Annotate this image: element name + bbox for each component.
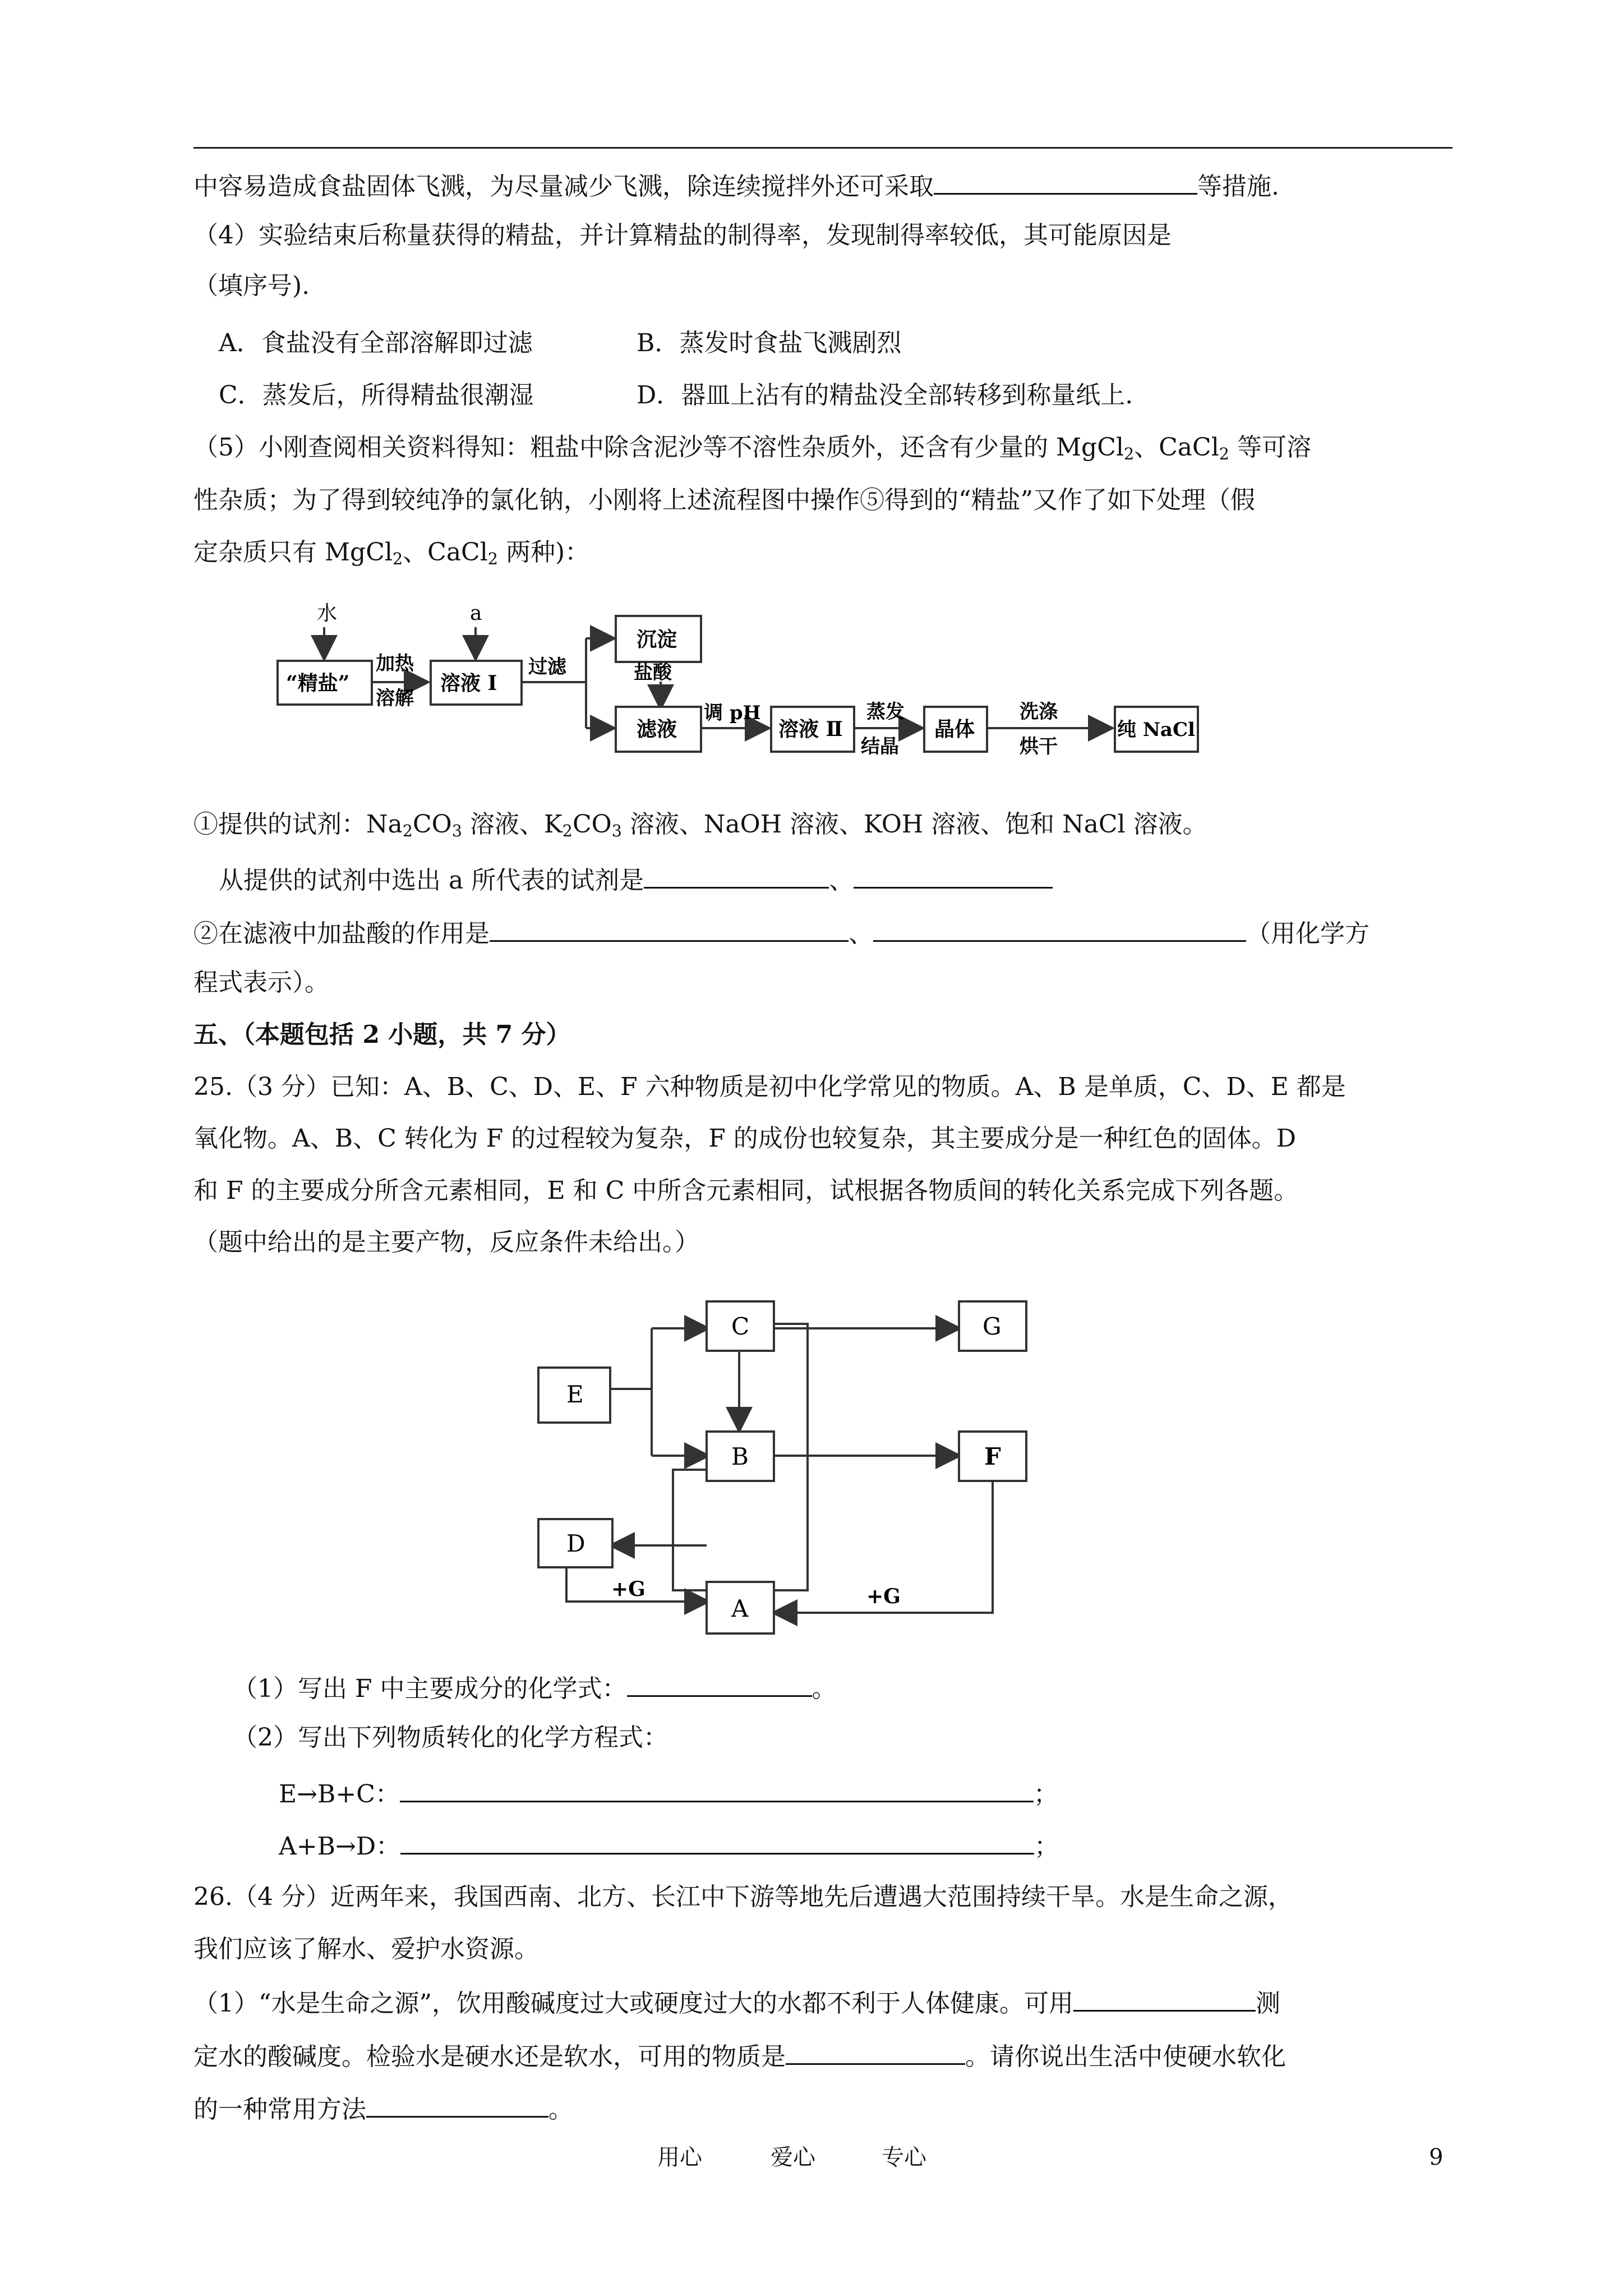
answer-blank[interactable] [854,861,1053,889]
pure-nacl-label: 纯 NaCl [1117,719,1195,741]
crystal-label: 晶体 [934,717,975,741]
heat-label-1: 加热 [376,652,414,675]
node-b-label: B [731,1443,749,1470]
node-f-label: F [984,1443,1001,1470]
answer-blank[interactable] [400,1775,1034,1802]
footer-text-1: 用心 [657,2145,702,2170]
text-line: （5）小刚查阅相关资料得知：粗盐中除含泥沙等不溶性杂质外，还含有少量的 MgCl$_2$、CaCl$_2$ 等可溶 [193,433,1311,464]
header-rule [193,147,1453,149]
solution-2-label: 溶液 Ⅱ [778,717,843,741]
text-line: ①提供的试剂：$Na_2CO_3$ 溶液、$K_2CO_3$ 溶液、NaOH 溶液、KOH 溶液、饱和 NaCl 溶液。 [193,810,1207,841]
answer-blank[interactable] [644,861,829,889]
text-line: 25.（3 分）已知：A、B、C、D、E、F 六种物质是初中化学常见的物质。A、B 是单质，C、D、E 都是 [193,1073,1346,1101]
answer-blank[interactable] [934,167,1197,195]
text-line: 我们应该了解水、爱护水资源。 [193,1935,539,1963]
conversion-diagram [522,1285,1088,1644]
option-d: D．器皿上沾有的精盐没全部转移到称量纸上. [637,381,1133,409]
salt-label: “精盐” [286,671,350,695]
node-d-label: D [566,1530,585,1557]
ph-label: 调 pH [704,702,761,724]
page-number: 9 [1429,2145,1444,2170]
answer-blank[interactable] [1073,1984,1256,2012]
text-line: 中容易造成食盐固体飞溅，为尽量减少飞溅，除连续搅拌外还可采取 等措施. [193,167,1279,204]
text-line: 从提供的试剂中选出 a 所代表的试剂是 、 [219,861,1053,898]
text-line: 26.（4 分）近两年来，我国西南、北方、长江中下游等地先后遭遇大范围持续干旱。水是生命之源， [193,1883,1293,1911]
section-heading: 五、（本题包括 2 小题，共 7 分） [193,1020,571,1049]
footer-text-3: 专心 [882,2145,926,2170]
plus-g-label-right: +G [866,1585,901,1608]
text-line: 性杂质；为了得到较纯净的氯化钠，小刚将上述流程图中操作⑤得到的“精盐”又作了如下处理（假 [193,486,1255,514]
heat-label-2: 溶解 [376,687,414,710]
node-g-label: G [983,1313,1002,1340]
filter-label: 过滤 [528,656,566,678]
purification-flowchart [264,595,1217,780]
wash-label-2: 烘干 [1020,735,1058,758]
precipitate-label: 沉淀 [637,628,677,651]
text-line: （题中给出的是主要产物，反应条件未给出。） [193,1228,699,1257]
text-line: E→B+C： ； [279,1775,1058,1811]
footer-text-2: 爱心 [771,2145,815,2170]
water-label: 水 [317,602,338,625]
text-line: （4）实验结束后称量获得的精盐，并计算精盐的制得率，发现制得率较低，其可能原因是 [193,221,1172,250]
evap-label-2: 结晶 [861,735,899,758]
answer-blank[interactable] [366,2090,548,2118]
text-line: （填序号). [193,272,310,300]
text-line: 定水的酸碱度。检验水是硬水还是软水，可用的物质是 。请你说出生活中使硬水软化 [193,2037,1286,2074]
wash-label-1: 洗涤 [1020,701,1058,723]
text-line: （1）写出 F 中主要成分的化学式： 。 [233,1669,837,1706]
text-line: （1）“水是生命之源”，饮用酸碱度过大或硬度过大的水都不利于人体健康。可用 测 [193,1984,1280,2021]
solution-1-label: 溶液 Ⅰ [440,671,497,695]
reagent-a-label: a [470,602,482,625]
node-e-label: E [566,1381,584,1408]
node-a-label: A [731,1595,749,1622]
text-line: 氧化物。A、B、C 转化为 F 的过程较为复杂，F 的成份也较复杂，其主要成分是一种红色的固体。D [193,1124,1297,1153]
text-line: 的一种常用方法 。 [193,2090,573,2127]
option-a: A．食盐没有全部溶解即过滤 [219,329,533,357]
text-line: （2）写出下列物质转化的化学方程式： [233,1723,668,1752]
node-c-label: C [731,1313,750,1340]
filtrate-label: 滤液 [637,717,677,741]
answer-blank[interactable] [873,914,1246,942]
text-line: ②在滤液中加盐酸的作用是 、 （用化学方 [193,914,1370,951]
answer-blank[interactable] [627,1669,812,1697]
hcl-label: 盐酸 [634,661,672,684]
evap-label-1: 蒸发 [866,701,905,723]
answer-blank[interactable] [490,914,849,942]
plus-g-label-left: +G [611,1577,645,1601]
text-line: 定杂质只有 MgCl$_2$、CaCl$_2$ 两种)： [193,538,590,569]
option-b: B．蒸发时食盐飞溅剧烈 [637,329,902,357]
option-c: C．蒸发后，所得精盐很潮湿 [219,381,534,409]
answer-blank[interactable] [400,1827,1034,1855]
text-line: A+B→D： ； [279,1827,1059,1864]
text-line: 和 F 的主要成分所含元素相同，E 和 C 中所含元素相同，试根据各物质间的转化关系完成下列各题。 [193,1176,1299,1205]
text-line: 程式表示）。 [193,968,329,997]
answer-blank[interactable] [786,2037,965,2065]
